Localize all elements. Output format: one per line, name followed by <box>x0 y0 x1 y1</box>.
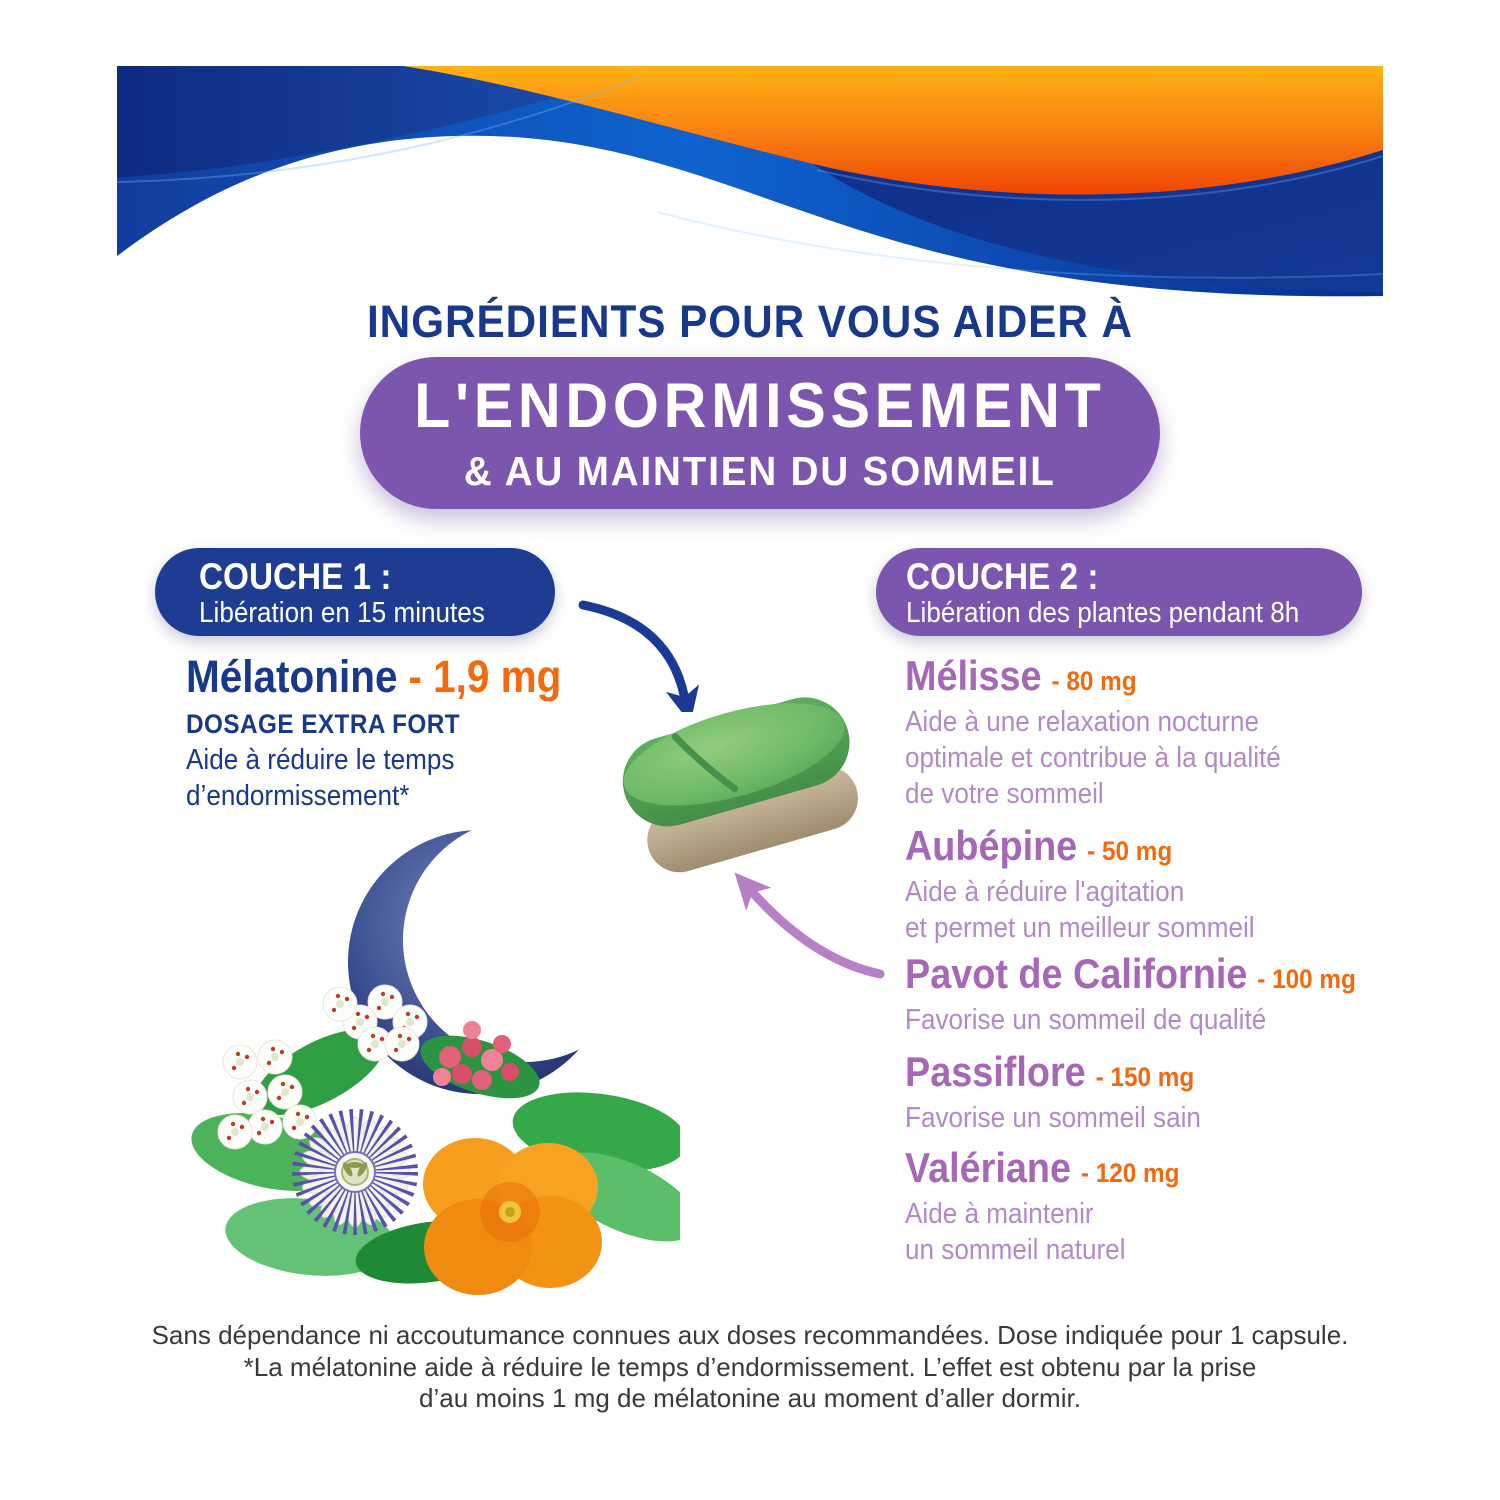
disclaimer-line: Sans dépendance ni accoutumance connues aux doses recommandées. Dose indiquée pour 1 capsule. <box>151 1320 1349 1350</box>
plant-dose: - 120 mg <box>1080 1158 1180 1188</box>
disclaimer-line: d’au moins 1 mg de mélatonine au moment d’aller dormir. <box>419 1383 1081 1413</box>
plant-dose: - 150 mg <box>1095 1062 1195 1092</box>
plant-dose: - 100 mg <box>1257 964 1356 994</box>
banner-main-text: L'ENDORMISSEMENT <box>414 370 1106 441</box>
title-banner <box>360 357 1160 509</box>
plant-pavot-de-californie <box>905 950 1373 1038</box>
page-title: INGRÉDIENTS POUR VOUS AIDER À <box>366 296 1134 347</box>
plant-melisse <box>905 652 1373 812</box>
melatonine-desc-line: Aide à réduire le temps <box>186 744 455 776</box>
plant-name: Aubépine <box>905 822 1078 869</box>
moon-and-flowers-illustration <box>180 822 680 1302</box>
plant-heading <box>905 1144 1373 1192</box>
couche1-badge-text <box>199 556 519 630</box>
plant-name: Mélisse <box>905 652 1042 699</box>
disclaimer-line: *La mélatonine aide à réduire le temps d’endormissement. L’effet est obtenu par la prise <box>243 1351 1257 1382</box>
arrow-plants-to-tablet-icon <box>728 868 893 986</box>
plant-desc-line: Aide à une relaxation nocturne <box>905 706 1260 738</box>
plant-heading <box>905 652 1373 700</box>
couche1-badge <box>155 548 555 636</box>
plant-desc-line: un sommeil naturel <box>905 1234 1126 1266</box>
couche1-badge-subtitle: Libération en 15 minutes <box>199 597 485 629</box>
disclaimer-text <box>0 1320 1500 1415</box>
plant-name: Valériane <box>905 1144 1072 1191</box>
couche2-badge <box>876 548 1362 636</box>
melatonine-desc-line: d’endormissement* <box>186 780 410 812</box>
plant-desc-line: optimale et contribue à la qualité <box>905 742 1281 774</box>
melatonine-dose: - 1,9 mg <box>408 651 562 702</box>
plant-valeriane <box>905 1144 1373 1268</box>
plant-heading <box>905 950 1373 998</box>
plant-desc-line: de votre sommeil <box>905 778 1104 810</box>
plant-desc-line: et permet un meilleur sommeil <box>905 912 1255 944</box>
plant-desc-line: Aide à réduire l'agitation <box>905 876 1185 908</box>
plant-dose: - 80 mg <box>1051 666 1137 696</box>
plant-heading <box>905 1048 1373 1096</box>
couche2-badge-text <box>906 556 1316 630</box>
header-wave-graphic <box>117 62 1383 300</box>
plant-name: Pavot de Californie <box>905 950 1248 997</box>
couche2-badge-title: COUCHE 2 : <box>906 556 1099 597</box>
banner-sub-text: & AU MAINTIEN DU SOMMEIL <box>464 447 1056 494</box>
plant-dose: - 50 mg <box>1087 836 1173 866</box>
plant-desc-line: Favorise un sommeil sain <box>905 1102 1201 1134</box>
couche1-badge-title: COUCHE 1 : <box>199 556 392 597</box>
california-poppy-flower <box>423 1138 602 1295</box>
plant-desc-line: Favorise un sommeil de qualité <box>905 1004 1267 1036</box>
melatonine-name: Mélatonine <box>186 651 398 702</box>
plant-aubepine <box>905 822 1373 946</box>
plant-passiflore <box>905 1048 1373 1136</box>
plant-heading <box>905 822 1373 870</box>
plant-name: Passiflore <box>905 1048 1086 1095</box>
melatonine-strength-line: DOSAGE EXTRA FORT <box>186 709 461 739</box>
plant-desc-line: Aide à maintenir <box>905 1198 1094 1230</box>
couche2-badge-subtitle: Libération des plantes pendant 8h <box>906 597 1300 629</box>
